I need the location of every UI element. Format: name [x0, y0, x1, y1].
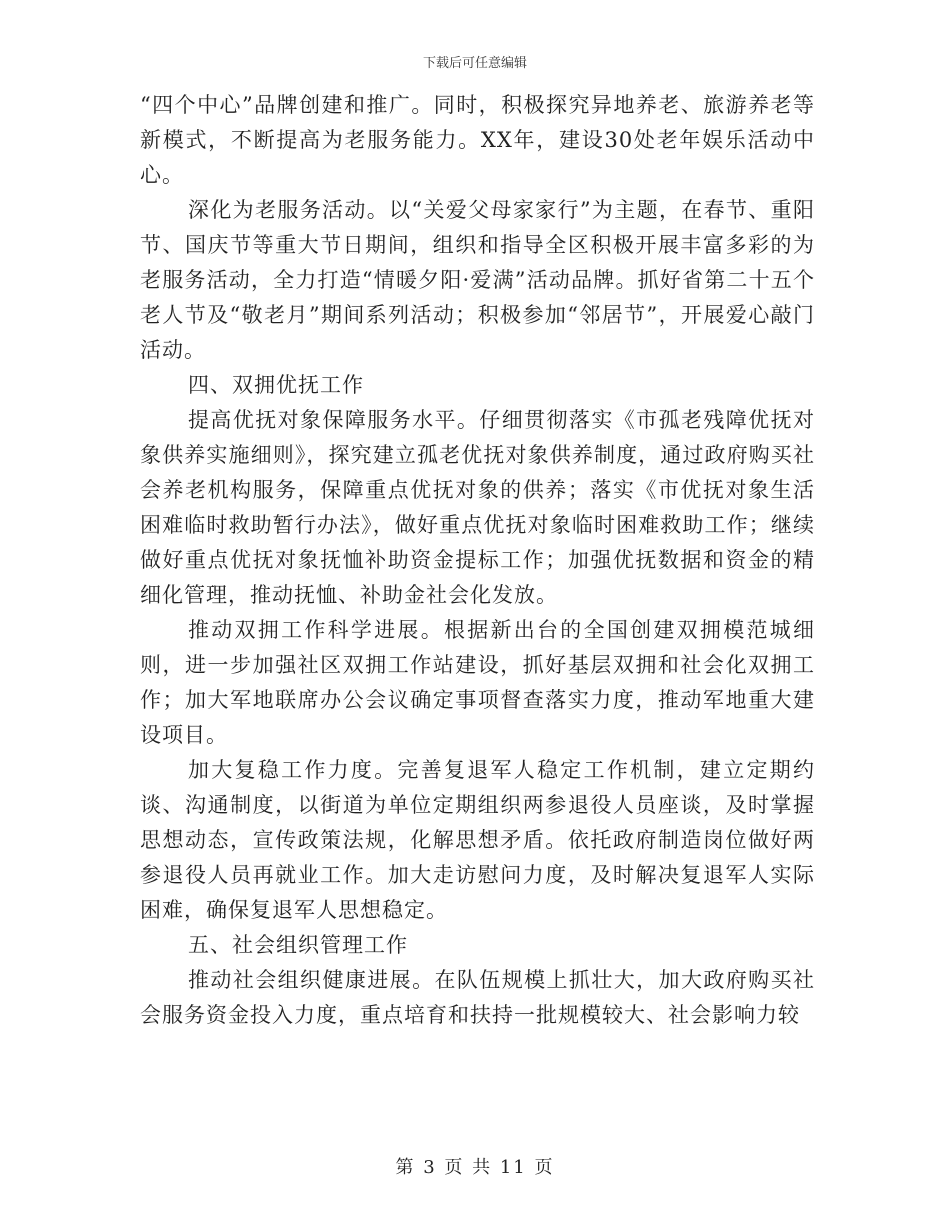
paragraph-6: 推动社会组织健康进展。在队伍规模上抓壮大，加大政府购买社会服务资金投入力度，重点培育和扶持一批规模较大、社会影响力较 [140, 968, 815, 1027]
page-footer: 第 3 页 共 11 页 [395, 1157, 555, 1178]
section-heading-5: 五、社会组织管理工作 [188, 933, 408, 957]
section-heading-4: 四、双拥优抚工作 [188, 373, 364, 397]
paragraph-4: 推动双拥工作科学进展。根据新出台的全国创建双拥模范城细则，进一步加强社区双拥工作站建设，抓好基层双拥和社会化双拥工作；加大军地联席办公会议确定事项督查落实力度，推动军地重大建设项目。 [140, 618, 815, 747]
paragraph-3: 提高优抚对象保障服务水平。仔细贯彻落实《市孤老残障优抚对象供养实施细则》，探究建立孤老优抚对象供养制度，通过政府购买社会养老机构服务，保障重点优抚对象的供养；落实《市优抚对象生活困难临时救助暂行办法》，做好重点优抚对象临时困难救助工作；继续做好重点优抚对象抚恤补助资金提标工作；加强优抚数据和资金的精细化管理，推动抚恤、补助金社会化发放。 [140, 408, 815, 607]
page-header: 下载后可任意编辑 [422, 56, 527, 71]
document-body [140, 88, 815, 1033]
paragraph-1: “四个中心”品牌创建和推广。同时，积极探究异地养老、旅游养老等新模式，不断提高为老服务能力。XX年，建设30处老年娱乐活动中心。 [140, 93, 815, 187]
paragraph-2: 深化为老服务活动。以“关爱父母家家行”为主题，在春节、重阳节、国庆节等重大节日期间，组织和指导全区积极开展丰富多彩的为老服务活动，全力打造“情暖夕阳·爱满”活动品牌。抓好省第二十五个老人节及“敬老月”期间系列活动；积极参加“邻居节”，开展爱心敲门活动。 [140, 198, 815, 362]
paragraph-5: 加大复稳工作力度。完善复退军人稳定工作机制，建立定期约谈、沟通制度，以街道为单位定期组织两参退役人员座谈，及时掌握思想动态，宣传政策法规，化解思想矛盾。依托政府制造岗位做好两参退役人员再就业工作。加大走访慰问力度，及时解决复退军人实际困难，确保复退军人思想稳定。 [140, 758, 815, 922]
